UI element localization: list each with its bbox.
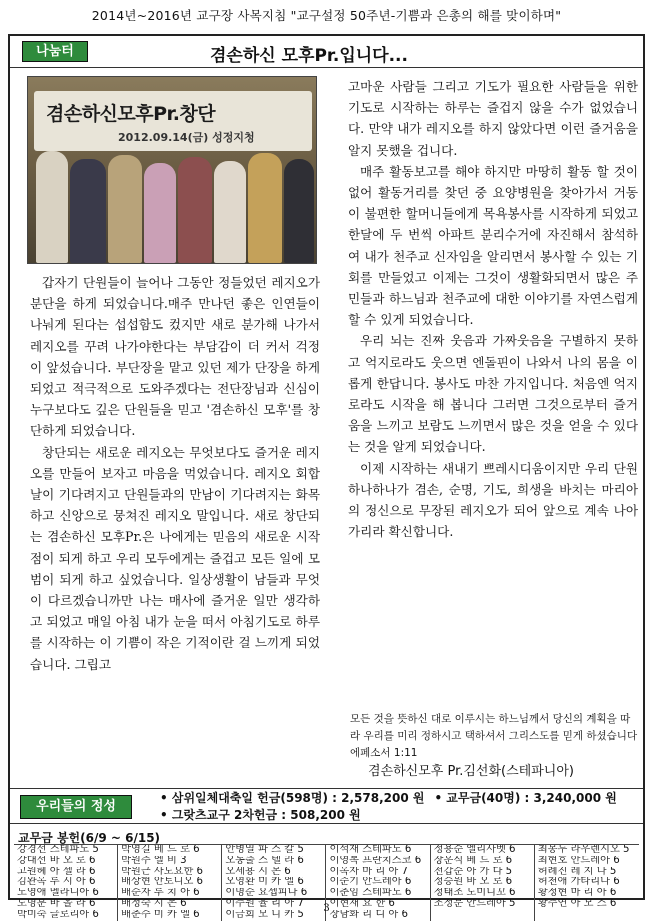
donor-entry: 정승원 바 오 로 6 [433,877,513,888]
person-figure [248,153,282,263]
donation-graz: • 그랏츠교구 2차헌금 : 508,200 원 [160,808,361,822]
donor-entry: 이주원 율 리 아 7 [225,898,304,909]
paragraph: 갑자기 단원들이 늘어나 그동안 정들었던 레지오가 분단을 하게 되었습니다.매주 만나던 좋은 인연들이 나눠게 된다는 섭섭함도 컸지만 새로 분가해 나가서 레지오를 꾸려 나가야한다는 부담감이 더 커서 걱정이 앞섰습니다. 부단장을 맡고 있던 제가 단장을 하게 되었고 적극적으로 도와주겠다는 전단장님과 신심이 누구보다도 깊은 단원들을 믿고 '겸손하신 모후'를 창단하게 되었습니다. [30,275,320,439]
donor-entry: 박미숙 글로리아 6 [17,909,99,920]
donor-entry: 안병열 파 스 칼 5 [225,845,304,855]
photo-banner-date: 2012.09.14(금) 성정지청 [118,131,255,144]
donor-entry: 전갑순 아 가 다 5 [433,866,513,877]
title-row [10,36,643,68]
page-number: 3 [323,903,330,914]
donation-lines [160,790,627,824]
left-column [30,272,320,675]
prayer-heading: 교무금 봉헌(6/9 ~ 6/15) [18,831,161,845]
donor-entry: 이옥자 마 리 아 7 [329,866,408,877]
donation-collection: • 삼위일체대축일 헌금(598명) : 2,578,200 원 [160,791,425,805]
person-figure [36,151,68,263]
page-header: 2014년~2016년 교구장 사목지침 "교구설정 50주년-기쁨과 은총의 해를 맞이하며" [91,8,562,23]
donor-entry: 정용순 엘리사벳 6 [433,845,516,855]
donor-entry: 배순자 루 치 아 6 [121,888,200,899]
donation-tag: 우리들의 정성 [20,795,132,819]
donor-entry: 허천애 가타리나 6 [537,877,620,888]
article-frame [8,34,645,920]
donor-entry: 도명분 바 올 라 6 [17,898,96,909]
paragraph: 창단되는 새로운 레지오는 무엇보다도 즐거운 레지오를 만들어 보자고 마음을 먹었습니다. 레지오 회합날이 기다려지고 단원들과의 만남이 기다려지는 화목하고 신앙으로 뭉쳐진 레지오 말입니다. 새로 창단되는 겸손하신 모후Pr.은 나에게는 믿음의 새로운 시작점이 되게 하고 우리 모두에게는 즐겁고 모든 일에 모범이 되게 하고 싶었습니다. 일상생활이 남들과 무엇이 다르겠습니까만 나는 매사에 즐거운 일만 생각하고 되었고 매일 아침 내가 눈을 떠서 아침기도로 하루를 시작하는 이 기쁨이 작은 기적이란 걸 느끼게 되었습니다. 그립고 [30,444,320,672]
paragraph: 이제 시작하는 새내기 쁘레시디움이지만 우리 단원 하나하나가 겸손, 순명, 기도, 희생을 바치는 마리아의 정신으로 무장된 레지오가 되어 앞으로 계속 나아가리라 확신합니다. [348,460,638,540]
person-figure [144,163,176,263]
donor-entry: 장남화 리 디 아 6 [329,909,408,920]
donor-entry: 오영환 미 카 엘 6 [225,877,304,888]
donor-entry: 오세용 시 몬 6 [225,866,291,877]
donor-entry: 이영복 프란치스코 6 [329,855,422,866]
donor-entry: 배춘수 미 카 엘 6 [121,909,200,920]
person-figure [108,155,142,263]
paragraph: 매주 활동보고를 해야 하지만 마땅히 활동 할 것이 없어 활동거리를 찾던 중 요양병원을 찾아가서 거동이 불편한 할머니들에게 목욕봉사를 시작하게 되었고 한달에 두 번씩 아파트 분리수거에 자진해서 참석하여 내가 천주교 신자임을 알리면서 봉사할 수 있는 기회를 만들었고 이제는 그것이 생활화되면서 많은 주민들과 하느님과 천주교에 대한 이야기를 자연스럽게 할 수 있게 되었습니다. [348,163,638,328]
donor-entry: 배정숙 시 몬 6 [121,898,187,909]
donor-entry: 박원근 사도요한 6 [121,866,204,877]
donor-entry: 황주연 아 모 스 6 [537,898,617,909]
donor-entry: 조정문 안드레아 5 [433,898,516,909]
donor-entry: 박영길 베 드 로 6 [121,845,200,855]
person-figure [214,161,246,263]
donor-entry: 황정현 마 리 아 6 [537,888,617,899]
person-figure [70,159,106,263]
donor-entry: 허례진 레 지 나 5 [537,866,617,877]
donation-section [10,788,643,824]
right-column [348,76,638,542]
bible-verse: 모든 것을 뜻하신 대로 이루시는 하느님께서 당신의 계획을 따라 우리를 미리 정하시고 택하셔서 그리스도를 믿게 하셨습니다 에페소서 1:11 [350,713,638,759]
donor-entry: 강대선 바 오 로 6 [17,855,96,866]
donor-entry: 이춘임 스테파노 6 [329,888,412,899]
article-title: 겸손하신 모후Pr.입니다... [210,46,408,66]
author-signature: 겸손하신모후 Pr.김선화(스테파니아) [368,764,574,779]
donor-entry: 배상현 안토니오 6 [121,877,204,888]
donor-entry: 고원혜 아 셀 라 6 [17,866,96,877]
donor-entry: 장운식 베 드 로 6 [433,855,513,866]
paragraph: 고마운 사람들 그리고 기도가 필요한 사람들을 위한 기도로 시작하는 하루는 즐겁지 않을 수가 없었습니다. 만약 내가 레지오를 하지 않았다면 이런 즐거움을 알지 못했을 겁니다. [348,79,638,158]
donor-entry: 정태조 도미니꼬 6 [433,888,516,899]
donor-entry: 박원주 엘 비 3 [121,855,187,866]
donor-entry: 이석재 스테파노 6 [329,845,412,855]
photo-banner-title: 겸손하신모후Pr.창단 [46,103,216,125]
donor-entry: 오동출 스 텔 라 6 [225,855,304,866]
donor-entry: 김완옥 루 시 아 6 [17,877,96,888]
donor-entry: 이금희 모 니 카 5 [225,909,304,920]
section-tag: 나눔터 [22,41,88,62]
donation-parish-fee: • 교무금(40명) : 3,240,000 원 [434,791,617,805]
donor-entry: 이현재 요 한 6 [329,898,395,909]
donor-entry: 이명순 요셉피나 6 [225,888,308,899]
paragraph: 우리 뇌는 진짜 웃음과 가짜웃음을 구별하지 못하고 억지로라도 웃으면 엔돌핀이 나와서 나의 몸을 이롭게 한답니다. 봉사도 마찬 가지입니다. 처음엔 억지로라도 시작을 해 봅니다 그러면 그것으로부터 즐거움을 느끼고 보람도 느끼면서 많은 것을 얻을 수 있다는 것을 알게 되었습니다. [348,333,638,455]
donor-entry: 최현호 안드레아 6 [537,855,620,866]
person-figure [178,157,212,263]
donor-entry: 노영애 멜라니아 6 [17,888,99,899]
donor-entry: 최봉두 라우렌시오 5 [537,845,630,855]
donor-entry: 강경선 스테파노 5 [17,845,99,855]
donor-entry: 이준기 안드레아 6 [329,877,412,888]
group-photo [27,76,317,264]
person-figure [284,159,314,263]
